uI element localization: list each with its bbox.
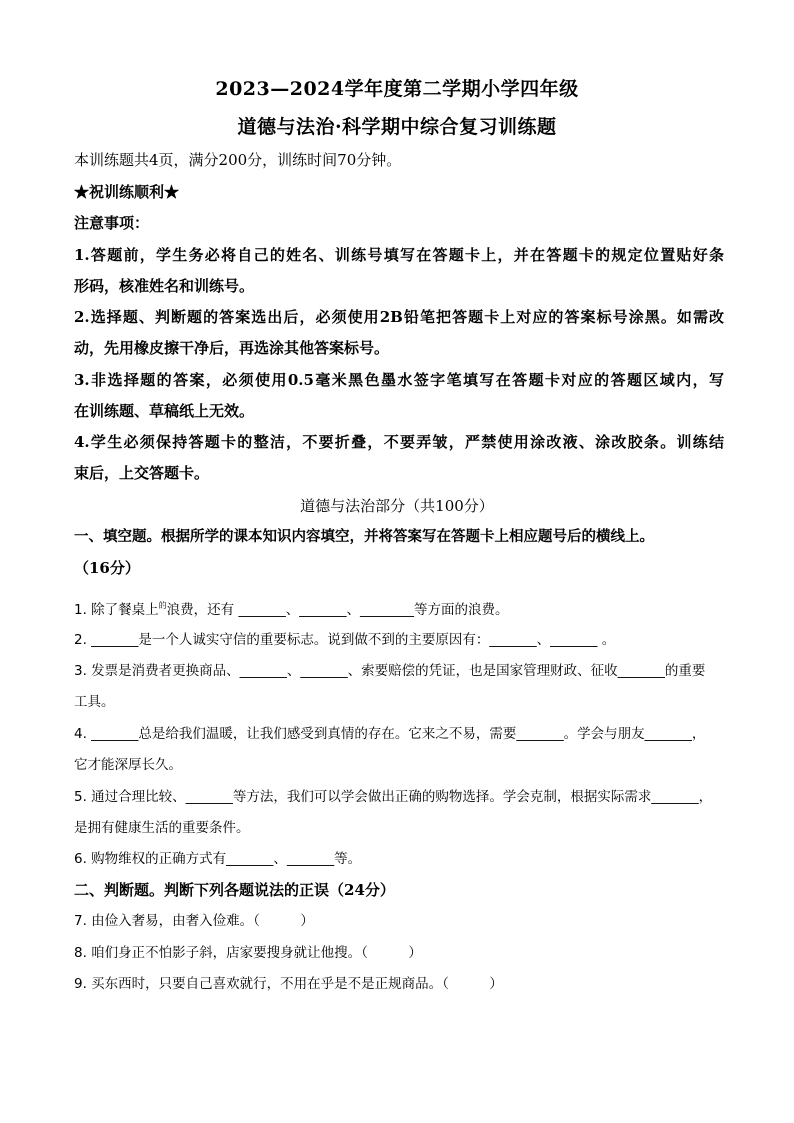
- note-2-line2: 动，先用橡皮擦干净后，再选涂其他答案标号。: [74, 339, 390, 357]
- exam-title-line1: 2023—2024学年度第二学期小学四年级: [215, 78, 579, 100]
- note-3-line1: 3.非选择题的答案，必须使用0.5毫米黑色墨水签字笔填写在答题卡对应的答题区域内，写: [74, 371, 724, 389]
- question-7: 7. 由俭入奢易，由奢入俭难。（ ）: [74, 913, 314, 929]
- question-5: 5. 通过合理比较、_______等方法，我们可以学会做出正确的购物选择。学会克制，根据实际需求_______，: [74, 789, 713, 805]
- question-3: 3. 发票是消费者更换商品、_______、_______、索要赔偿的凭证，也是国家管理财政、征收_______的重要: [74, 663, 706, 679]
- exam-summary: 本训练题共4页，满分200分，训练时间70分钟。: [74, 151, 402, 169]
- question-4-cont: 它才能深厚长久。: [74, 757, 182, 773]
- note-2-line1: 2.选择题、判断题的答案选出后，必须使用2B铅笔把答题卡上对应的答案标号涂黑。如需改: [74, 308, 724, 326]
- exam-title-line2: 道德与法治·科学期中综合复习训练题: [237, 116, 557, 138]
- question-1-part-b: 浪费，还有 _______、_______、________等方面的浪费。: [166, 602, 509, 618]
- question-3-cont: 工具。: [74, 694, 115, 710]
- question-2: 2. _______是一个人诚实守信的重要标志。说到做不到的主要原因有：_______、_______ 。: [74, 632, 616, 648]
- good-luck-wish: ★祝训练顺利★: [74, 183, 180, 201]
- notes-heading: 注意事项：: [74, 214, 150, 232]
- note-4-line2: 束后，上交答题卡。: [74, 464, 210, 482]
- question-6: 6. 购物维权的正确方式有_______、_______等。: [74, 851, 362, 867]
- note-1-line2: 形码，核准姓名和训练号。: [74, 277, 255, 295]
- part2-heading: 二、判断题。判断下列各题说法的正误（24分）: [74, 881, 395, 899]
- question-1-part-a: 1. 除了餐桌上: [74, 602, 159, 618]
- part1-heading: 一、填空题。根据所学的课本知识内容填空，并将答案写在答题卡上相应题号后的横线上。: [74, 528, 654, 545]
- note-1-line1: 1.答题前，学生务必将自己的姓名、训练号填写在答题卡上，并在答题卡的规定位置贴好条: [74, 246, 724, 264]
- part1-heading-score: （16分）: [74, 559, 140, 577]
- note-3-line2: 在训练题、草稿纸上无效。: [74, 402, 255, 420]
- question-1: [74, 596, 724, 620]
- question-1-superscript: 的: [158, 601, 167, 610]
- note-4-line1: 4.学生必须保持答题卡的整洁，不要折叠，不要弄皱，严禁使用涂改液、涂改胶条。训练结: [74, 433, 724, 451]
- section-heading-moral: 道德与法治部分（共100分）: [300, 497, 494, 515]
- question-8: 8. 咱们身正不怕影子斜，店家要搜身就让他搜。（ ）: [74, 945, 422, 961]
- question-9: 9. 买东西时，只要自己喜欢就行，不用在乎是不是正规商品。（ ）: [74, 976, 503, 992]
- question-4: 4. _______总是给我们温暖，让我们感受到真情的存在。它来之不易，需要_______。学会与朋友_______，: [74, 726, 706, 742]
- question-5-cont: 是拥有健康生活的重要条件。: [74, 820, 250, 836]
